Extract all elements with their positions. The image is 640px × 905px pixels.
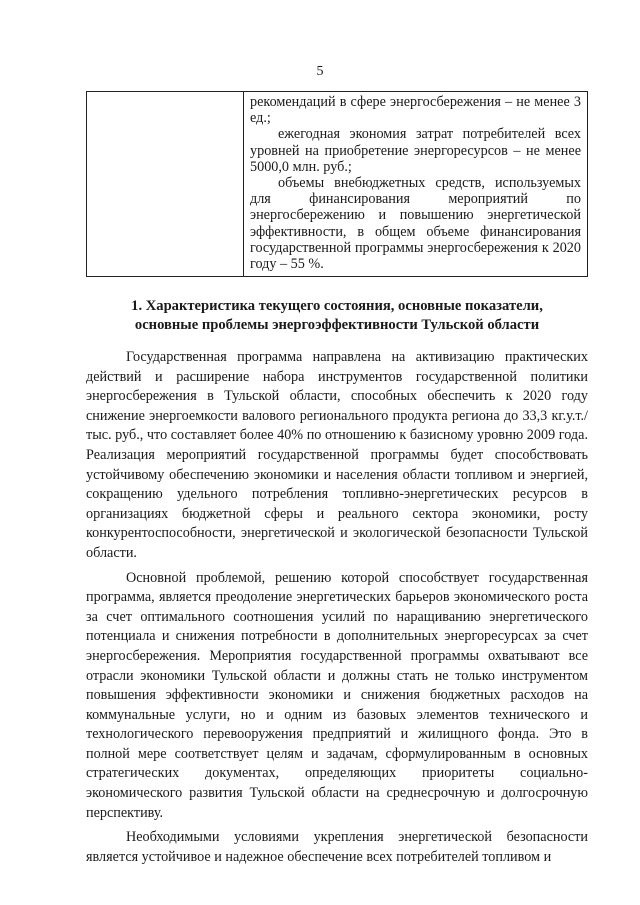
table-text-line: рекомендаций в сфере энергосбережения – не менее 3 ед.; [250,94,581,127]
table-text-line: ежегодная экономия затрат потребителей всех уровней на приобретение энергоресурсов – не менее 5000,0 млн. руб.; [250,126,581,175]
table-text-line: объемы внебюджетных средств, используемых для финансирования мероприятий по энергосбережению и повышению энергетической эффективности, в общем объеме финансирования государственной программы энергосбережения к 2020 году – 55 %. [250,175,581,273]
table-cell-empty [87,92,244,276]
paragraph: Государственная программа направлена на активизацию практических действий и расширение набора инструментов государственной политики энергосбережения в Тульской области, способных обеспечить к 2020 году снижение энергоемкости валового регионального продукта региона до 33,3 кг.у.т./тыс. руб., что составляет более 40% по отношению к базисному уровню 2009 года. Реализация мероприятий государственной программы будет способствовать устойчивому обеспечению экономики и населения области топливом и энергией, сокращению удельного потребления топливно-энергетических ресурсов в организациях бюджетной сферы и реального сектора экономики, росту конкурентоспособности, энергетической и экологической безопасности Тульской области. [86,349,588,561]
paragraph: Основной проблемой, решению которой способствует государственная программа, является преодоление энергетических барьеров экономического роста за счет оптимального соотношения усилий по наращиванию энергетического потенциала и снижения потребности в дополнительных энергоресурсах за счет энергосбережения. Мероприятия государственной программы охватывают все отрасли экономики Тульской области и должны стать не только инструментом повышения эффективности экономики и снижения бюджетных расходов на коммунальные услуги, но и одним из базовых элементов технического и технологического перевооружения предприятий и жилищного фонда. Это в полной мере соответствует целям и задачам, сформулированным в основных стратегических документах, определяющих приоритеты социально-экономического развития Тульской области на среднесрочную и долгосрочную перспективу. [86,569,588,821]
page-number: 5 [316,64,324,79]
section-heading-line: 1. Характеристика текущего состояния, основные показатели, [131,298,543,314]
table-cell-targets [244,92,587,276]
section-heading [86,297,588,335]
section-heading-line: основные проблемы энергоэффективности Тульской области [134,317,540,333]
continuation-table [86,91,588,277]
section-body [86,348,588,872]
paragraph: Необходимыми условиями укрепления энергетической безопасности является устойчивое и надежное обеспечение всех потребителей топливом и [86,829,588,865]
